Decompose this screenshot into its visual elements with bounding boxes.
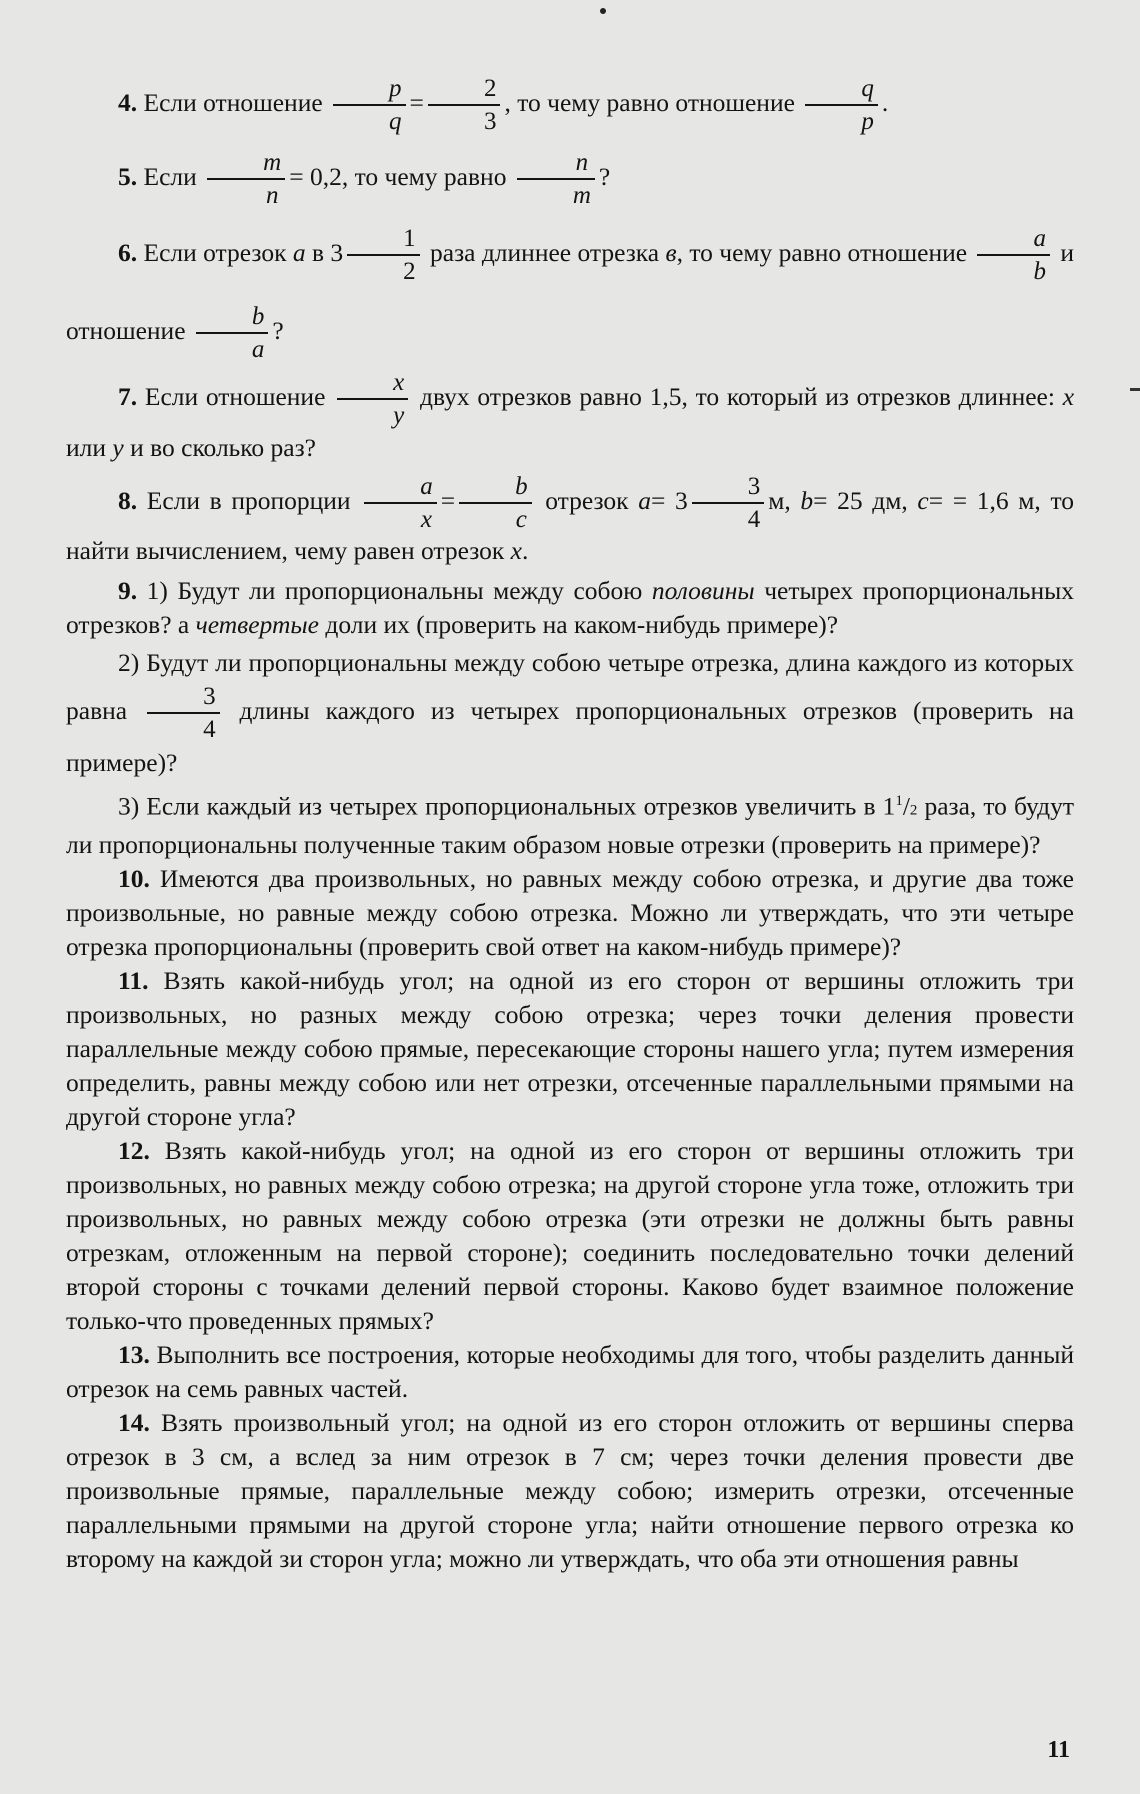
text: двух отрезков равно 1,5, то который из отрезков длиннее: bbox=[420, 381, 1055, 411]
text: Если отношение bbox=[143, 88, 323, 117]
denominator: m bbox=[572, 182, 591, 210]
text: ? bbox=[598, 162, 611, 191]
numerator: m bbox=[263, 149, 282, 177]
text: четырех пропорциональных отрезков? а bbox=[66, 576, 1075, 639]
text-column bbox=[66, 66, 1074, 1576]
fraction-b-c bbox=[459, 474, 532, 532]
fraction-1-2 bbox=[347, 226, 420, 284]
text: и отношение bbox=[66, 238, 1074, 345]
text: Взять какой-нибудь угол; на одной из его сторон от вершины отложить три произвольных, но равных между собою отрезка; на другой стороне угла тоже, отложить три произвольных, но равных между собою отрезка (эти отрезки не должны быть равны отрезкам, отложенным на первой стороне); соединить последовательно точки делений второй стороны с точками делений первой стороны. Каково будет взаимное положение только-что проведенных прямых? bbox=[66, 1135, 1075, 1335]
denominator: x bbox=[420, 506, 433, 533]
numerator: b bbox=[515, 473, 528, 500]
text: раза, то будут ли пропорциональны полученные таким образом новые отрезки (проверить на примере)? bbox=[66, 791, 1074, 859]
denominator: b bbox=[1033, 258, 1046, 286]
text: = 25 дм, bbox=[813, 485, 908, 515]
denominator: q bbox=[389, 108, 402, 136]
fraction-m-n bbox=[207, 150, 285, 208]
text: . bbox=[522, 536, 529, 565]
variable: b bbox=[800, 485, 814, 515]
problem-5 bbox=[66, 140, 1074, 214]
problem-number: 13. bbox=[118, 1339, 150, 1369]
problem-10 bbox=[66, 862, 1074, 964]
text: и во сколько раз? bbox=[130, 433, 316, 462]
problem-9-part-3 bbox=[66, 784, 1074, 862]
page-number: 11 bbox=[1047, 1737, 1070, 1763]
equals-sign: = bbox=[409, 88, 424, 117]
text: в 3 bbox=[311, 238, 344, 267]
numerator: x bbox=[393, 369, 405, 396]
problem-number: 9. bbox=[118, 576, 138, 605]
text: = = 1,6 м, то найти вычислением, чему равен отрезок bbox=[66, 485, 1075, 565]
text: Если в пропорции bbox=[146, 485, 351, 515]
problem-13 bbox=[66, 1338, 1074, 1406]
denominator: 2 bbox=[403, 258, 416, 286]
emphasis: четвертые bbox=[195, 610, 319, 639]
variable: c bbox=[917, 485, 929, 515]
emphasis: половины bbox=[651, 576, 755, 605]
text: 3) Если каждый из четырех пропорциональных отрезков увеличить в 1 bbox=[118, 791, 896, 821]
fraction-q-p bbox=[805, 76, 878, 134]
superscript: 1 bbox=[895, 793, 903, 809]
problem-number: 12. bbox=[118, 1135, 150, 1165]
variable: x bbox=[510, 536, 522, 565]
text: Имеются два произвольных, но равных между собою отрезка, и другие два тоже произвольные, но равные между собою отрезка. Можно ли утверждать, что эти четыре отрезка пропорциональны (проверить свой ответ на каком-нибудь примере)? bbox=[66, 863, 1075, 961]
problem-9 bbox=[66, 574, 1074, 642]
text: Если bbox=[143, 162, 197, 191]
text: = 3 bbox=[650, 485, 688, 515]
problem-number: 7. bbox=[118, 381, 138, 411]
problem-14 bbox=[66, 1406, 1074, 1576]
denominator: 4 bbox=[747, 506, 761, 533]
numerator: a bbox=[1033, 225, 1046, 253]
text: 2) Будут ли пропорциональны между собою четыре отрезка, длина каждого из которых равна bbox=[66, 648, 1074, 725]
text: м, bbox=[768, 485, 791, 515]
problem-number: 8. bbox=[118, 485, 138, 515]
numerator: 3 bbox=[692, 474, 765, 504]
problem-12 bbox=[66, 1134, 1074, 1338]
numerator: q bbox=[861, 75, 874, 103]
denominator: 3 bbox=[483, 108, 497, 136]
text: , то чему равно отношение bbox=[504, 88, 795, 117]
problem-7 bbox=[66, 370, 1074, 468]
equals-sign: = bbox=[440, 485, 456, 515]
numerator: n bbox=[575, 149, 589, 177]
denominator: 4 bbox=[203, 716, 216, 743]
numerator: b bbox=[251, 303, 265, 331]
problem-number: 6. bbox=[118, 238, 138, 267]
text: , то чему равно отношение bbox=[676, 238, 968, 267]
print-speck bbox=[600, 8, 606, 14]
text: Взять произвольный угол; на одной из его сторон отложить от вершины сперва отрезок в 3 см, а вслед за ним отрезок в 7 см; через точки деления провести две произвольные прямые, параллельные между собою; измерить отрезки, отсеченные параллельными прямыми на другой стороне угла; найти отношение первого отрезка ко второму на каждой зи сторон угла; можно ли утверждать, что оба эти отношения равны bbox=[66, 1407, 1074, 1573]
text: Если отношение bbox=[144, 381, 326, 411]
denominator: p bbox=[861, 108, 874, 136]
fraction-x-y bbox=[337, 370, 408, 428]
text: отрезок bbox=[545, 485, 629, 515]
problem-8 bbox=[66, 474, 1074, 570]
problem-9-part-2 bbox=[66, 642, 1074, 784]
problem-number: 10. bbox=[118, 863, 150, 893]
variable: в bbox=[665, 238, 677, 267]
text: 1) Будут ли пропорциональны между собою bbox=[146, 576, 643, 605]
problem-number: 11. bbox=[118, 965, 149, 995]
text: . bbox=[881, 88, 889, 117]
fraction-3-4 bbox=[147, 684, 220, 742]
subscript: 2 bbox=[909, 802, 918, 819]
variable: a bbox=[638, 485, 651, 515]
text: Если отрезок bbox=[143, 238, 287, 267]
text: Взять какой-нибудь угол; на одной из его сторон от вершины отложить три произвольных, но разных между собою отрезка; через точки деления провести параллельные между собою прямые, пересекающие стороны нашего угла; путем измерения определить, равны между собою или нет отрезки, отсеченные параллельными прямыми на другой стороне угла? bbox=[66, 965, 1075, 1131]
variable: a bbox=[292, 238, 306, 267]
fraction-p-q bbox=[333, 76, 406, 134]
fraction-b-a bbox=[196, 304, 269, 362]
problem-number: 5. bbox=[118, 162, 138, 191]
problem-11 bbox=[66, 964, 1074, 1134]
denominator: c bbox=[515, 506, 527, 533]
fraction-a-x bbox=[364, 474, 437, 532]
text: раза длиннее отрезка bbox=[430, 238, 660, 267]
text: = 0,2, то чему равно bbox=[289, 162, 507, 191]
numerator: 1 bbox=[347, 226, 420, 256]
text: доли их (проверить на каком-нибудь примере)? bbox=[325, 610, 839, 639]
variable: y bbox=[112, 433, 124, 462]
text: / bbox=[902, 791, 910, 821]
variable: x bbox=[1062, 381, 1075, 411]
numerator: p bbox=[389, 75, 402, 103]
numerator: 3 bbox=[147, 684, 220, 714]
denominator: n bbox=[265, 182, 279, 210]
problem-4 bbox=[66, 66, 1074, 140]
denominator: y bbox=[393, 402, 405, 429]
problem-number: 4. bbox=[118, 88, 138, 117]
fraction-a-b bbox=[977, 226, 1050, 284]
fraction-n-m bbox=[517, 150, 595, 208]
denominator: a bbox=[251, 336, 265, 364]
text: ? bbox=[272, 316, 284, 345]
problem-number: 14. bbox=[118, 1407, 150, 1437]
numerator: 2 bbox=[428, 76, 501, 106]
fraction-3-4 bbox=[692, 474, 765, 532]
numerator: a bbox=[420, 473, 433, 500]
text: длины каждого из четырех пропорциональных отрезков (проверить на примере)? bbox=[66, 695, 1074, 777]
text: Выполнить все построения, которые необходимы для того, чтобы разделить данный отрезок на семь равных частей. bbox=[66, 1339, 1074, 1403]
edge-mark bbox=[1130, 388, 1140, 391]
text: или bbox=[66, 433, 107, 462]
fraction-2-3 bbox=[428, 76, 501, 134]
problem-6 bbox=[66, 214, 1074, 370]
